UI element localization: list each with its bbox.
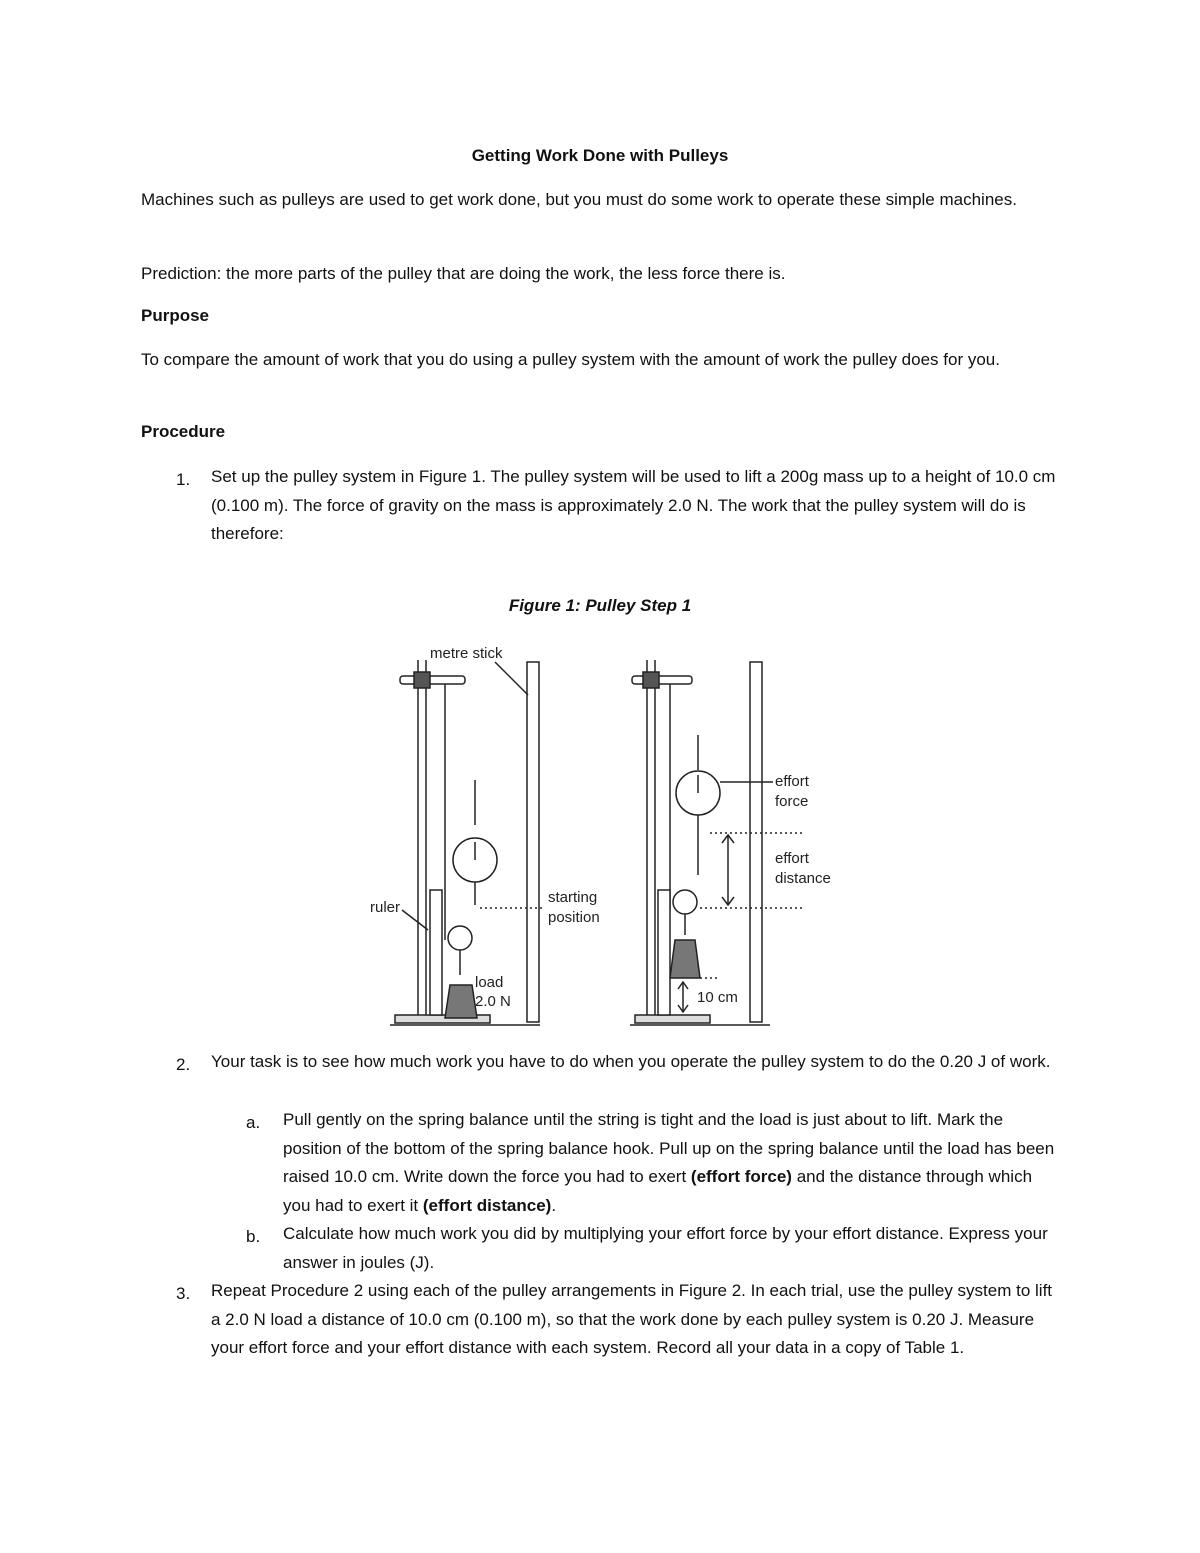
step-number: 2.	[176, 1055, 191, 1074]
label-load-force: 2.0 N	[475, 993, 511, 1010]
label-distance: distance	[775, 870, 831, 887]
page-title: Getting Work Done with Pulleys	[471, 146, 729, 165]
substep-a-text: Pull gently on the spring balance until the string is tight and the load is just about to lift. Mark the position of the bottom of the spring balance hook. Pull up on the spring balance until the load has been raised 10.0 cm. Write down the force you had to exert (effort force) and the distance through which you had to exert it (effort distance).	[283, 1110, 1055, 1215]
figure-caption: Figure 1: Pulley Step 1	[508, 596, 692, 615]
step-2-text: Your task is to see how much work you have to do when you operate the pulley system to do the 0.20 J of work.	[211, 1052, 1051, 1071]
step-1-text: Set up the pulley system in Figure 1. The pulley system will be used to lift a 200g mass up to a height of 10.0 cm (0.100 m). The force of gravity on the mass is approximately 2.0 N. The work that the pulley system will do is therefore:	[211, 467, 1056, 543]
right-apparatus	[630, 660, 805, 1025]
step-3-text: Repeat Procedure 2 using each of the pulley arrangements in Figure 2. In each trial, use the pulley system to lift a 2.0 N load a distance of 10.0 cm (0.100 m), so that the work done by each pulley system is 0.20 J. Measure your effort force and your effort distance with each system. Record all your data in a copy of Table 1.	[211, 1281, 1053, 1357]
purpose-heading: Purpose	[141, 306, 210, 325]
label-effort-1: effort	[775, 773, 809, 790]
pulley-figure	[370, 640, 840, 1030]
step-number: 1.	[176, 470, 191, 489]
substep-letter: b.	[246, 1227, 261, 1246]
label-ruler: ruler	[370, 899, 401, 916]
left-apparatus	[390, 660, 545, 1025]
label-position: position	[548, 909, 600, 926]
label-ten-cm: 10 cm	[697, 989, 738, 1006]
prediction-paragraph: Prediction: the more parts of the pulley that are doing the work, the less force there is.	[141, 264, 786, 283]
purpose-paragraph: To compare the amount of work that you do using a pulley system with the amount of work the pulley does for you.	[141, 350, 1000, 369]
procedure-heading: Procedure	[141, 422, 226, 441]
label-starting: starting	[548, 889, 598, 906]
label-force: force	[775, 793, 809, 810]
label-effort-2: effort	[775, 850, 809, 867]
intro-paragraph: Machines such as pulleys are used to get work done, but you must do some work to operate these simple machines.	[141, 190, 1017, 209]
label-load: load	[475, 974, 504, 991]
step-number: 3.	[176, 1284, 191, 1303]
substep-letter: a.	[246, 1113, 261, 1132]
substep-b-text: Calculate how much work you did by multiplying your effort force by your effort distance. Express your answer in joules (J).	[283, 1224, 1048, 1272]
label-metre-stick: metre stick	[430, 645, 503, 662]
